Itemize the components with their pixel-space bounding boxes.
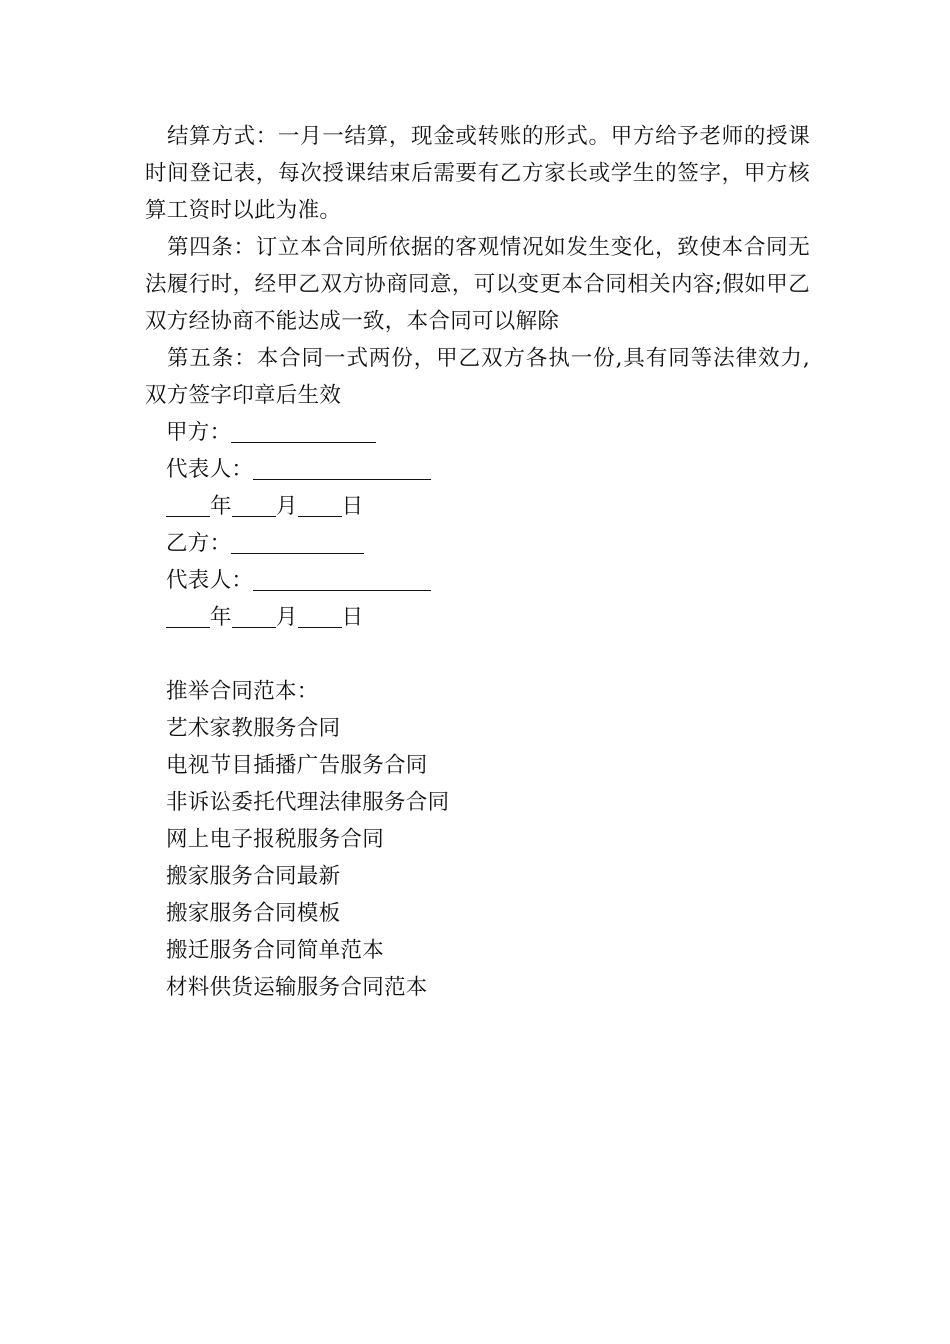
article-four-paragraph: 第四条：订立本合同所依据的客观情况如发生变化，致使本合同无法履行时，经甲乙双方协商同意，可以变更本合同相关内容;假如甲乙双方经协商不能达成一致，本合同可以解除 bbox=[145, 235, 810, 334]
recommend-heading: 推举合同范本： bbox=[166, 679, 319, 704]
party-b-date-line bbox=[166, 599, 363, 636]
party-b-month-label: 月 bbox=[275, 605, 298, 630]
recommend-item[interactable]: 电视节目插播广告服务合同 bbox=[166, 753, 428, 778]
party-a-date-line bbox=[166, 488, 363, 525]
recommend-item[interactable]: 搬迁服务合同简单范本 bbox=[166, 938, 385, 963]
party-b-rep-label: 代表人： bbox=[166, 568, 254, 593]
party-a-signature-blank bbox=[231, 420, 376, 443]
party-b-label: 乙方： bbox=[166, 531, 232, 556]
party-a-label: 甲方： bbox=[166, 420, 232, 445]
party-b-line bbox=[166, 525, 364, 562]
party-a-day-label: 日 bbox=[341, 494, 364, 519]
party-b-rep-blank bbox=[253, 568, 431, 591]
party-b-day-blank bbox=[298, 605, 342, 628]
recommend-item[interactable]: 网上电子报税服务合同 bbox=[166, 827, 385, 852]
party-b-rep-line bbox=[166, 562, 431, 599]
party-b-year-blank bbox=[166, 605, 210, 628]
party-b-signature-blank bbox=[231, 531, 364, 554]
party-a-rep-line bbox=[166, 451, 431, 488]
party-a-rep-label: 代表人： bbox=[166, 457, 254, 482]
recommend-item[interactable]: 材料供货运输服务合同范本 bbox=[166, 975, 428, 1000]
article-five-paragraph: 第五条：本合同一式两份，甲乙双方各执一份,具有同等法律效力,双方签字印章后生效 bbox=[145, 346, 810, 408]
recommend-item[interactable]: 艺术家教服务合同 bbox=[166, 716, 341, 741]
party-a-month-label: 月 bbox=[275, 494, 298, 519]
recommend-item[interactable]: 非诉讼委托代理法律服务合同 bbox=[166, 790, 450, 815]
party-a-month-blank bbox=[232, 494, 276, 517]
party-a-day-blank bbox=[298, 494, 342, 517]
party-b-day-label: 日 bbox=[341, 605, 364, 630]
settlement-paragraph: 结算方式：一月一结算，现金或转账的形式。甲方给予老师的授课时间登记表，每次授课结束后需要有乙方家长或学生的签字，甲方核算工资时以此为准。 bbox=[145, 124, 810, 223]
party-a-year-blank bbox=[166, 494, 210, 517]
party-b-year-label: 年 bbox=[210, 605, 232, 630]
party-a-rep-blank bbox=[253, 457, 431, 480]
party-a-year-label: 年 bbox=[210, 494, 232, 519]
recommend-item[interactable]: 搬家服务合同最新 bbox=[166, 864, 341, 889]
party-a-line bbox=[166, 414, 376, 451]
party-b-month-blank bbox=[232, 605, 276, 628]
recommend-item[interactable]: 搬家服务合同模板 bbox=[166, 901, 341, 926]
